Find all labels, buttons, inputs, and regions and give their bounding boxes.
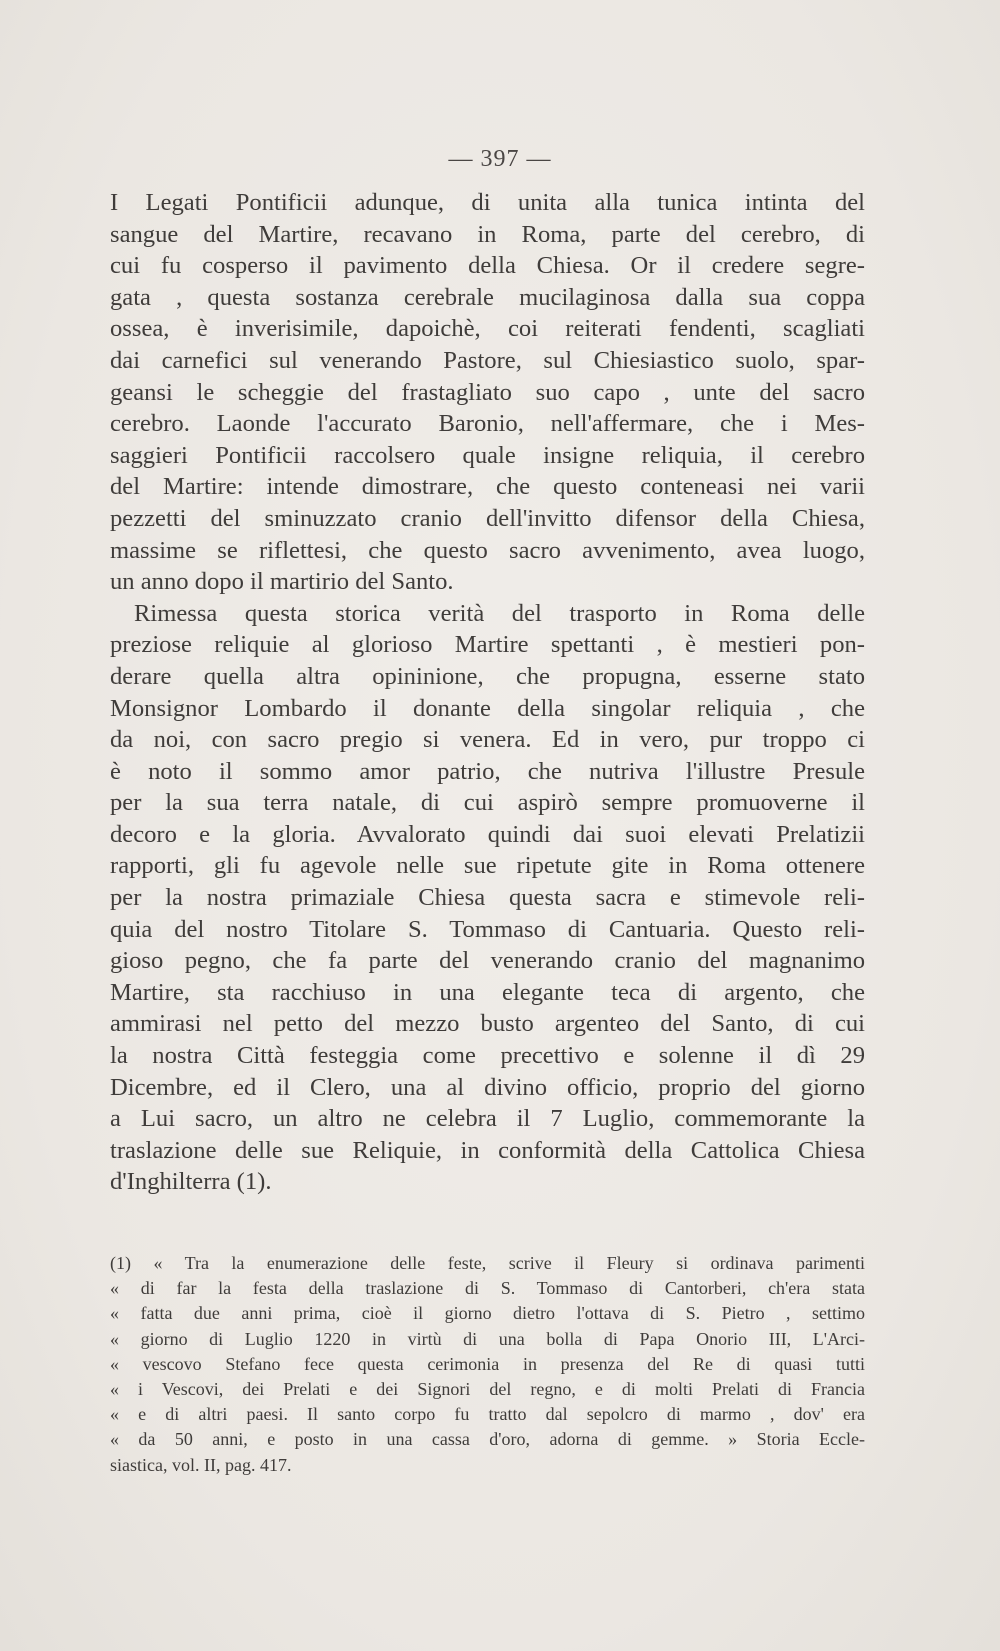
text-line: ammirasi nel petto del mezzo busto argenteo del Santo, di cui: [110, 1010, 865, 1038]
text-line: da noi, con sacro pregio si venera. Ed in vero, pur troppo ci: [110, 726, 865, 754]
text-line: è noto il sommo amor patrio, che nutriva l'illustre Presule: [110, 757, 865, 785]
text-line: traslazione delle sue Reliquie, in conformità della Cattolica Chiesa: [110, 1136, 865, 1164]
footnote-line: « e di altri paesi. Il santo corpo fu tratto dal sepolcro di marmo , dov' era: [110, 1404, 865, 1425]
body-text: [110, 187, 865, 1198]
text-line: sangue del Martire, recavano in Roma, parte del cerebro, di: [110, 220, 865, 248]
text-line: d'Inghilterra (1).: [110, 1168, 272, 1196]
text-line: cerebro. Laonde l'accurato Baronio, nell'affermare, che i Mes-: [110, 410, 865, 438]
text-line: la nostra Città festeggia come precettivo e solenne il dì 29: [110, 1042, 865, 1070]
text-line: a Lui sacro, un altro ne celebra il 7 Luglio, commemorante la: [110, 1105, 865, 1133]
text-line: quia del nostro Titolare S. Tommaso di Cantuaria. Questo reli-: [110, 915, 865, 943]
text-line: I Legati Pontificii adunque, di unita alla tunica intinta del: [110, 189, 865, 216]
page-number: — 397 —: [448, 146, 552, 172]
footnote-line: « vescovo Stefano fece questa cerimonia in presenza del Re di quasi tutti: [110, 1353, 865, 1374]
text-line: massime se riflettesi, che questo sacro avvenimento, avea luogo,: [110, 536, 865, 564]
text-line: rapporti, gli fu agevole nelle sue ripetute gite in Roma ottenere: [110, 852, 865, 880]
text-line: saggieri Pontificii raccolsero quale insigne reliquia, il cerebro: [110, 441, 865, 469]
text-line: ossea, è inverisimile, dapoichè, coi reiterati fendenti, scagliati: [110, 315, 865, 343]
footnote-line: « fatta due anni prima, cioè il giorno dietro l'ottava di S. Pietro , settimo: [110, 1303, 865, 1324]
text-line: Dicembre, ed il Clero, una al divino officio, proprio del giorno: [110, 1073, 865, 1101]
footnote: [110, 1251, 865, 1478]
text-line: derare quella altra opininione, che propugna, esserne stato: [110, 662, 865, 690]
text-line: gioso pegno, che fa parte del venerando cranio del magnanimo: [110, 947, 865, 975]
text-line: Martire, sta racchiuso in una elegante teca di argento, che: [110, 978, 865, 1006]
text-line: dai carnefici sul venerando Pastore, sul Chiesiastico suolo, spar-: [110, 346, 865, 374]
text-line: per la sua terra natale, di cui aspirò sempre promuoverne il: [110, 789, 865, 817]
footnote-line: « i Vescovi, dei Prelati e dei Signori del regno, e di molti Prelati di Francia: [110, 1378, 865, 1399]
text-line: pezzetti del sminuzzato cranio dell'invitto difensor della Chiesa,: [110, 504, 865, 532]
text-line: per la nostra primaziale Chiesa questa sacra e stimevole reli-: [110, 884, 865, 912]
text-line: cui fu cosperso il pavimento della Chiesa. Or il credere segre-: [110, 252, 865, 280]
text-line: del Martire: intende dimostrare, che questo conteneasi nei varii: [110, 473, 865, 501]
text-line: geansi le scheggie del frastagliato suo capo , unte del sacro: [110, 378, 865, 406]
footnote-line: « da 50 anni, e posto in una cassa d'oro, adorna di gemme. » Storia Eccle-: [110, 1429, 865, 1450]
footnote-line: « giorno di Luglio 1220 in virtù di una bolla di Papa Onorio III, L'Arci-: [110, 1328, 865, 1349]
footnote-line: (1) « Tra la enumerazione delle feste, scrive il Fleury si ordinava parimenti: [110, 1253, 865, 1273]
footnote-line: siastica, vol. II, pag. 417.: [110, 1454, 292, 1475]
text-line: preziose reliquie al glorioso Martire spettanti , è mestieri pon-: [110, 631, 865, 659]
text-line: Rimessa questa storica verità del trasporto in Roma delle: [134, 599, 865, 627]
footnote-line: « di far la festa della traslazione di S. Tommaso di Cantorberi, ch'era stata: [110, 1278, 865, 1299]
text-line: decoro e la gloria. Avvalorato quindi dai suoi elevati Prelatizii: [110, 820, 865, 848]
text-line: un anno dopo il martirio del Santo.: [110, 568, 454, 596]
text-line: Monsignor Lombardo il donante della singolar reliquia , che: [110, 694, 865, 722]
text-line: gata , questa sostanza cerebrale mucilaginosa dalla sua coppa: [110, 283, 865, 311]
